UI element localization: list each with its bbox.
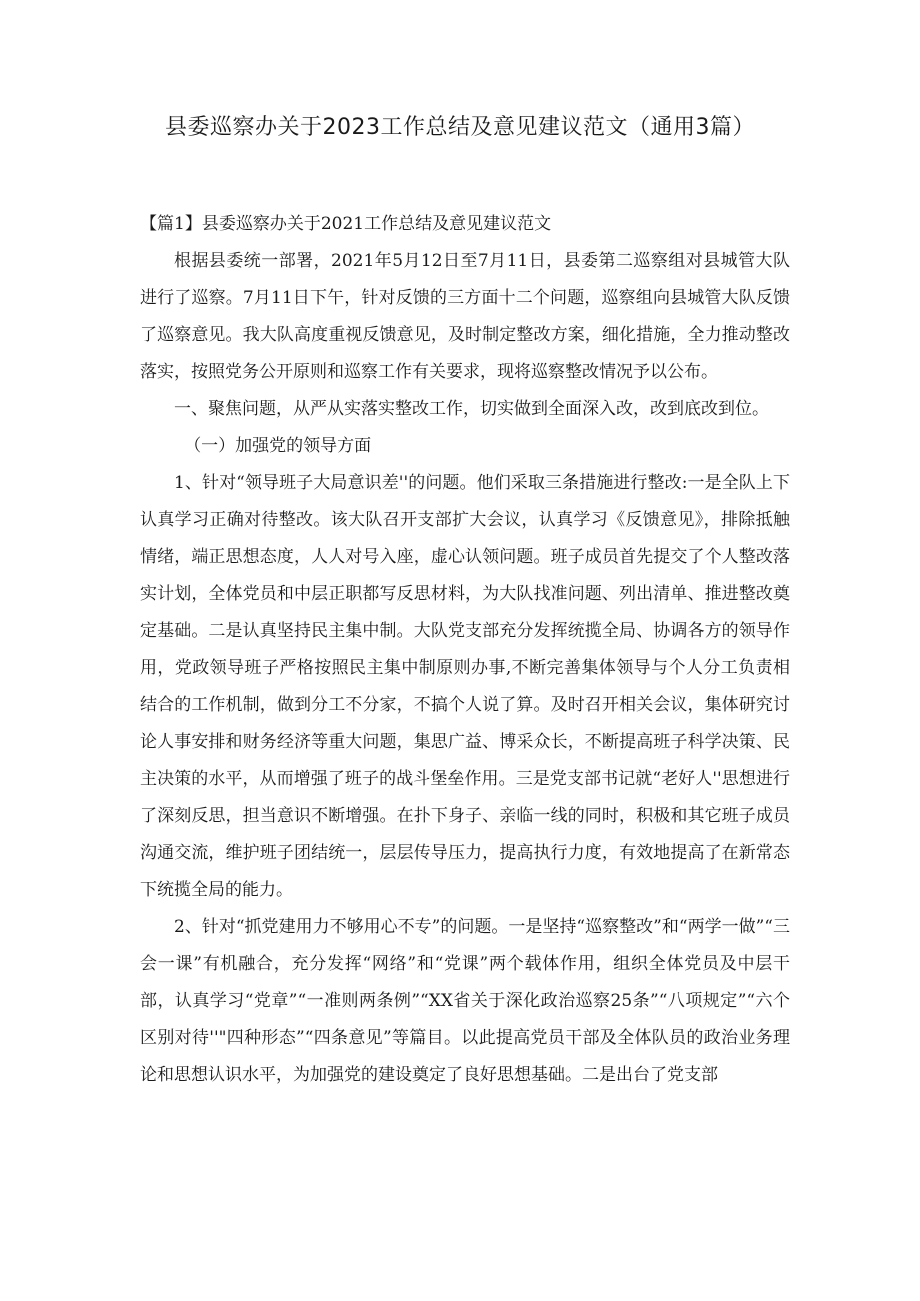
paragraph-item-1: 1、针对“领导班子大局意识差''的问题。他们采取三条措施进行整改:一是全队上下认真学习正确对待整改。该大队召开支部扩大会议，认真学习《反馈意见》，排除抵触情绪，端正思想态度，人人对号入座，虚心认领问题。班子成员首先提交了个人整改落实计划，全体党员和中层正职都写反思材料，为大队找准问题、列出清单、推进整改奠定基础。二是认真坚持民主集中制。大队党支部充分发挥统揽全局、协调各方的领导作用，党政领导班子严格按照民主集中制原则办事,不断完善集体领导与个人分工负责相结合的工作机制，做到分工不分家，不搞个人说了算。及时召开相关会议，集体研究讨论人事安排和财务经济等重大问题，集思广益、博采众长，不断提高班子科学决策、民主决策的水平，从而增强了班子的战斗堡垒作用。三是党支部书记就“老好人''思想进行了深刻反思，担当意识不断增强。在扑下身子、亲临一线的同时，积极和其它班子成员沟通交流，维护班子团结统一，层层传导压力，提高执行力度，有效地提高了在新常态下统揽全局的能力。 [140, 473, 790, 900]
paragraph-intro: 根据县委统一部署，2021年5月12日至7月11日，县委第二巡察组对县城管大队进行了巡察。7月11日下午，针对反馈的三方面十二个问题，巡察组向县城管大队反馈了巡察意见。我大队高度重视反馈意见，及时制定整改方案，细化措施，全力推动整改落实，按照党务公开原则和巡察工作有关要求，现将巡察整改情况予以公布。 [140, 251, 790, 382]
section-heading: 【篇1】县委巡察办关于2021工作总结及意见建议范文 [140, 214, 552, 234]
document-title: 县委巡察办关于2023工作总结及意见建议范文（通用3篇） [165, 115, 755, 140]
paragraph-point-one: 一、聚焦问题，从严从实落实整改工作，切实做到全面深入改，改到底改到位。 [174, 399, 769, 419]
subheading-party-leadership: （一）加强党的领导方面 [184, 436, 372, 456]
document-body [140, 206, 790, 1094]
paragraph-item-2: 2、针对“抓党建用力不够用心不专”的问题。一是坚持“巡察整改”和“两学一做”“三会一课”有机融合，充分发挥“网络”和“党课”两个载体作用，组织全体党员及中层干部，认真学习“党章”“一准则两条例”“XX省关于深化政治巡察25条”“八项规定”“六个区别对待''"四种形态”“四条意见”等篇目。以此提高党员干部及全体队员的政治业务理论和思想认识水平，为加强党的建设奠定了良好思想基础。二是出台了党支部 [140, 917, 790, 1085]
